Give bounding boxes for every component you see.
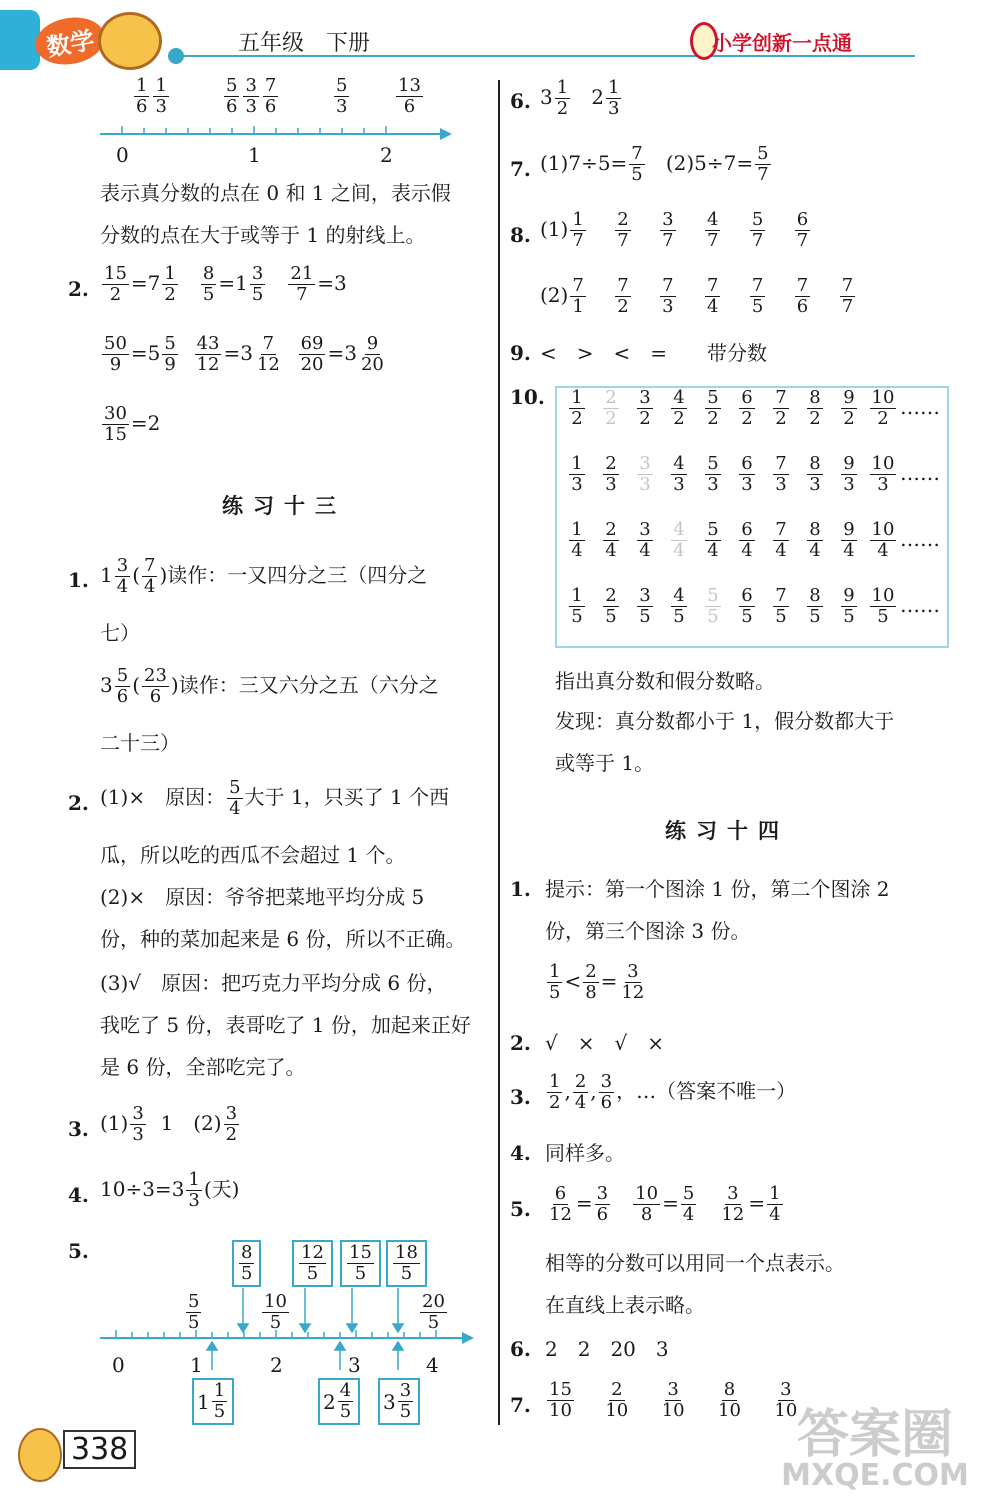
grid-fraction: $\frac{9}{3}$ <box>843 453 855 495</box>
grade-label: 五年级 下册 <box>238 31 371 56</box>
nl2-label: $\frac{10}{5}$ <box>264 1291 287 1333</box>
grid-fraction: $\frac{1}{2}$ <box>571 387 583 429</box>
s7-line: $\frac{15}{10}$ $\frac{2}{10}$ $\frac{3}{10}$ $\frac{8}{10}$ $\frac{3}{10}$ <box>549 1379 798 1421</box>
q2-row3: $\frac{30}{15}$ =2 <box>104 403 161 445</box>
s1-line1: 提示：第一个图涂 1 份，第二个图涂 2 <box>545 877 890 901</box>
grid-fraction: $\frac{4}{2}$ <box>673 387 685 429</box>
question-number: 4. <box>510 1141 531 1165</box>
number-line-1 <box>100 76 460 166</box>
r9-line: < > < = 带分数 <box>540 341 768 365</box>
paragraph: 在直线上表示略。 <box>545 1293 705 1317</box>
grid-fraction: $\frac{8}{2}$ <box>809 387 821 429</box>
e2-line7: 是 6 份，全部吃完了。 <box>100 1055 306 1079</box>
grid-fraction: $\frac{9}{2}$ <box>843 387 855 429</box>
header-tab <box>0 10 40 70</box>
nl2-tick: 1 <box>190 1353 203 1377</box>
grid-fraction: $\frac{8}{4}$ <box>809 519 821 561</box>
question-number: 6. <box>510 1337 531 1361</box>
q2-row1: $\frac{15}{2}$ =7 $\frac{1}{2}$ $\frac{8}{5}$ =1 $\frac{3}{5}$ $\frac{21}{7}$ =3 <box>104 263 347 305</box>
r8-row2: (2) $\frac{7}{1}$ $\frac{7}{2}$ $\frac{7}{3}$ $\frac{7}{4}$ $\frac{7}{5}$ $\frac{7}{6}$ $\frac{7}{7}$ <box>540 275 854 317</box>
bottom-box: 2 4 5 <box>318 1378 360 1425</box>
grid-fraction: $\frac{4}{5}$ <box>673 585 685 627</box>
nl1-tick-0: 0 <box>116 143 129 167</box>
nl2-axis <box>100 1288 480 1388</box>
grid-fraction: $\frac{2}{5}$ <box>605 585 617 627</box>
e2-line5: (3)√ 原因：把巧克力平均分成 6 份， <box>100 971 447 995</box>
watermark: 答案圈 MXQE.COM <box>781 1405 969 1493</box>
s1-line3: $\frac{1}{5}$ < $\frac{2}{8}$ = $\frac{3}{12}$ <box>549 961 645 1003</box>
paragraph: 分数的点在大于或等于 1 的射线上。 <box>100 223 426 247</box>
question-number: 4. <box>68 1183 89 1207</box>
grid-fraction: $\frac{3}{4}$ <box>639 519 651 561</box>
grid-fraction: $\frac{7}{4}$ <box>775 519 787 561</box>
question-number: 1. <box>68 568 89 592</box>
nl1-frac: $\frac{5}{6}$ $\frac{3}{3}$ $\frac{7}{6}$ <box>226 75 277 117</box>
e2-line1: (1)× 原因： $\frac{5}{4}$ 大于 1，只买了 1 个西 <box>100 777 450 819</box>
ellipsis: …… <box>900 527 940 551</box>
grid-fraction: $\frac{8}{3}$ <box>809 453 821 495</box>
question-number: 10. <box>510 385 545 409</box>
s5-line: $\frac{6}{12}$ = $\frac{3}{6}$ $\frac{10}{8}$ = $\frac{5}{4}$ $\frac{3}{12}$ = $\frac{1}{4}$ <box>549 1183 781 1225</box>
grid-fraction: $\frac{5}{4}$ <box>707 519 719 561</box>
series-title: 小学创新一点通 <box>712 31 852 55</box>
question-number: 5. <box>68 1239 89 1263</box>
ellipsis: …… <box>900 461 940 485</box>
nl1-axis <box>100 122 460 142</box>
question-number: 8. <box>510 223 531 247</box>
grid-fraction: $\frac{5}{5}$ <box>707 585 719 627</box>
grid-fraction: $\frac{10}{2}$ <box>871 387 895 429</box>
paragraph: 相等的分数可以用同一个点表示。 <box>545 1251 845 1275</box>
grid-fraction: $\frac{3}{3}$ <box>639 453 651 495</box>
fraction-grid-row <box>560 388 940 429</box>
s3-line: $\frac{1}{2}$ , $\frac{2}{4}$ , $\frac{3}{6}$ ，…（答案不唯一） <box>549 1071 797 1113</box>
grid-fraction: $\frac{9}{4}$ <box>843 519 855 561</box>
s2-line: √ × √ × <box>545 1031 665 1055</box>
grid-fraction: $\frac{3}{5}$ <box>639 585 651 627</box>
q2-row2: $\frac{50}{9}$ =5 $\frac{5}{9}$ $\frac{43}{12}$ =3 $\frac{7}{12}$ $\frac{69}{20}$ =3 $\frac{9}{20}$ <box>104 333 384 375</box>
grid-fraction: $\frac{9}{5}$ <box>843 585 855 627</box>
e4-line: 10÷3=3 $\frac{1}{3}$ (天) <box>100 1169 240 1211</box>
fraction-grid-cells <box>560 388 950 644</box>
grid-fraction: $\frac{2}{2}$ <box>605 387 617 429</box>
grid-fraction: $\frac{6}{3}$ <box>741 453 753 495</box>
question-number: 7. <box>510 1393 531 1417</box>
nl2-tick: 0 <box>112 1353 125 1377</box>
grid-fraction: $\frac{6}{4}$ <box>741 519 753 561</box>
ellipsis: …… <box>900 593 940 617</box>
fraction-grid-row <box>560 520 940 561</box>
paragraph: 指出真分数和假分数略。 <box>555 669 775 693</box>
number-line-2 <box>100 1238 490 1428</box>
r6-line: 3 $\frac{1}{2}$ 2 $\frac{1}{3}$ <box>540 77 620 119</box>
column-divider <box>498 80 500 1425</box>
grid-fraction: $\frac{4}{4}$ <box>673 519 685 561</box>
grid-fraction: $\frac{8}{5}$ <box>809 585 821 627</box>
nl1-frac: $\frac{1}{6}$ $\frac{1}{3}$ <box>136 75 167 117</box>
question-number: 6. <box>510 89 531 113</box>
nl1-tick-1: 1 <box>248 143 261 167</box>
bottom-box: 1 1 5 <box>192 1378 234 1425</box>
grid-fraction: $\frac{7}{3}$ <box>775 453 787 495</box>
top-box: 18 5 <box>386 1240 427 1287</box>
paragraph: 发现：真分数都小于 1，假分数都大于 <box>555 709 895 733</box>
nl2-label: $\frac{20}{5}$ <box>422 1291 445 1333</box>
grid-fraction: $\frac{1}{5}$ <box>571 585 583 627</box>
fraction-grid-row <box>560 586 940 627</box>
top-box: 12 5 <box>292 1240 333 1287</box>
s6-line: 2 2 20 3 <box>545 1337 669 1361</box>
grid-fraction: $\frac{7}{5}$ <box>775 585 787 627</box>
e2-line6: 我吃了 5 份，表哥吃了 1 份，加起来正好 <box>100 1013 471 1037</box>
grid-fraction: $\frac{7}{2}$ <box>775 387 787 429</box>
question-number: 2. <box>68 791 89 815</box>
question-number: 1. <box>510 877 531 901</box>
grid-fraction: $\frac{10}{4}$ <box>871 519 895 561</box>
e1-line4: 二十三） <box>100 731 180 755</box>
r8-row1: (1) $\frac{1}{7}$ $\frac{2}{7}$ $\frac{3}{7}$ $\frac{4}{7}$ $\frac{5}{7}$ $\frac{6}{7}$ <box>540 209 809 251</box>
e3-line: (1) $\frac{3}{3}$ 1 (2) $\frac{3}{2}$ <box>100 1103 238 1145</box>
e1-line3: 3 $\frac{5}{6}$ ( $\frac{23}{6}$ )读作：三又六分之五（六分之 <box>100 665 439 707</box>
grid-fraction: $\frac{6}{2}$ <box>741 387 753 429</box>
section-title-13: 练习十三 <box>222 494 346 518</box>
fraction-grid-row <box>560 454 940 495</box>
e2-line4: 份，种的菜加起来是 6 份，所以不正确。 <box>100 927 466 951</box>
e1-line2: 七） <box>100 621 140 645</box>
grid-fraction: $\frac{3}{2}$ <box>639 387 651 429</box>
ellipsis: …… <box>900 395 940 419</box>
grid-fraction: $\frac{5}{3}$ <box>707 453 719 495</box>
grid-fraction: $\frac{1}{4}$ <box>571 519 583 561</box>
bottom-box: 3 3 5 <box>378 1378 420 1425</box>
top-box: 8 5 <box>232 1240 261 1287</box>
grid-fraction: $\frac{5}{2}$ <box>707 387 719 429</box>
paragraph: 或等于 1。 <box>555 751 655 775</box>
mascot-icon <box>18 1428 62 1482</box>
e2-line2: 瓜，所以吃的西瓜不会超过 1 个。 <box>100 843 406 867</box>
grid-fraction: $\frac{2}{4}$ <box>605 519 617 561</box>
grid-fraction: $\frac{6}{5}$ <box>741 585 753 627</box>
s1-line2: 份，第三个图涂 3 份。 <box>545 919 751 943</box>
grid-fraction: $\frac{4}{3}$ <box>673 453 685 495</box>
top-box: 15 5 <box>340 1240 381 1287</box>
e2-line3: (2)× 原因：爷爷把菜地平均分成 5 <box>100 885 425 909</box>
nl1-frac: $\frac{5}{3}$ <box>336 75 348 117</box>
subject-logo: 数学 <box>32 12 109 69</box>
r7-line: (1)7÷5= $\frac{7}{5}$ (2)5÷7= $\frac{5}{7}$ <box>540 143 769 185</box>
nl1-frac: $\frac{13}{6}$ <box>398 75 421 117</box>
question-number: 2. <box>68 277 89 301</box>
grid-fraction: $\frac{2}{3}$ <box>605 453 617 495</box>
question-number: 5. <box>510 1197 531 1221</box>
grid-fraction: $\frac{10}{5}$ <box>871 585 895 627</box>
page-number: 338 <box>63 1430 136 1469</box>
mascot-icon <box>98 12 162 70</box>
nl2-tick: 3 <box>348 1353 361 1377</box>
e1-line1: 1 $\frac{3}{4}$ ( $\frac{7}{4}$ )读作：一又四分之三（四分之 <box>100 555 428 597</box>
question-number: 3. <box>68 1117 89 1141</box>
nl1-tick-2: 2 <box>380 143 393 167</box>
nl2-tick: 4 <box>426 1353 439 1377</box>
section-title-14: 练习十四 <box>665 819 789 843</box>
question-number: 7. <box>510 157 531 181</box>
s4-line: 同样多。 <box>545 1141 625 1165</box>
grid-fraction: $\frac{10}{3}$ <box>871 453 895 495</box>
nl2-tick: 2 <box>270 1353 283 1377</box>
grid-fraction: $\frac{1}{3}$ <box>571 453 583 495</box>
question-number: 9. <box>510 341 531 365</box>
nl2-label: $\frac{5}{5}$ <box>188 1291 200 1333</box>
paragraph: 表示真分数的点在 0 和 1 之间，表示假 <box>100 181 451 205</box>
question-number: 2. <box>510 1031 531 1055</box>
question-number: 3. <box>510 1085 531 1109</box>
